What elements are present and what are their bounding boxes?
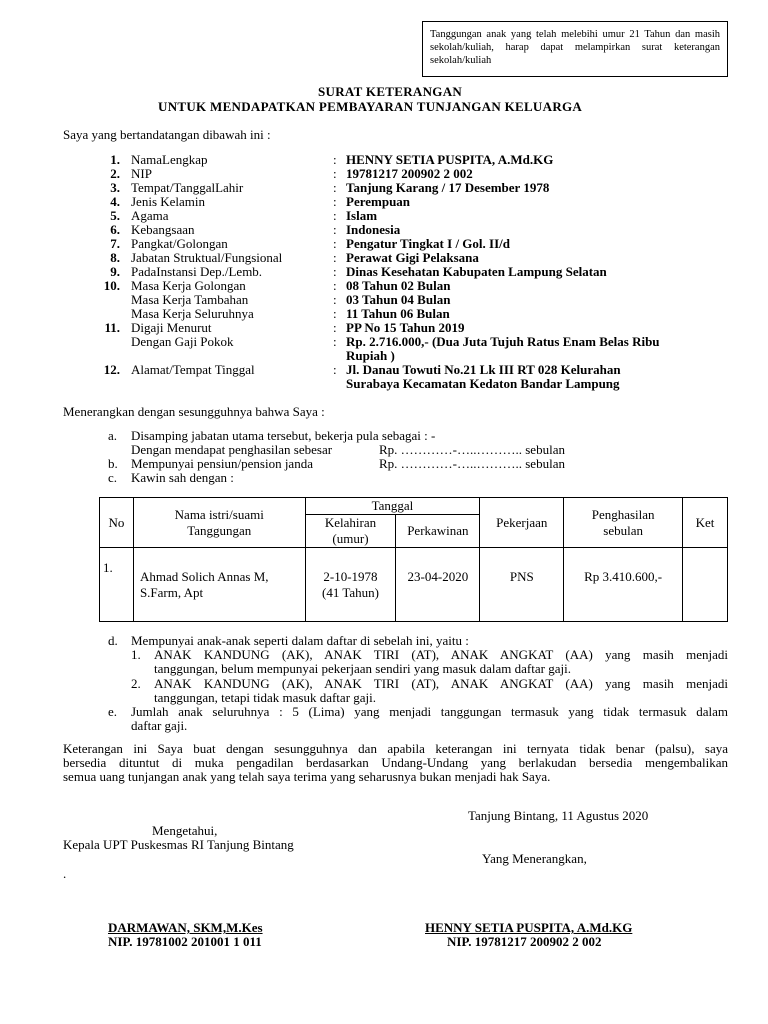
header-penghasilan-line1: Penghasilan — [591, 506, 655, 522]
field-colon: : — [333, 306, 337, 321]
field-number: 4. — [110, 194, 120, 209]
signatory-right-name: HENNY SETIA PUSPITA, A.Md.KG — [425, 920, 633, 935]
field-value: Islam — [346, 208, 378, 223]
field-value: Perempuan — [346, 194, 411, 209]
field-number: 7. — [110, 236, 120, 251]
attachment-note: Tanggungan anak yang telah melebihi umur 21 Tahun dan masih sekolah/kuliah, harap dapat melampirkan surat keterangan sekolah/kuliah — [422, 21, 728, 77]
field-label: Kebangsaan — [131, 222, 195, 237]
header-perkawinan: Perkawinan — [396, 515, 480, 548]
row-name-line1: Ahmad Solich Annas M, — [139, 568, 269, 584]
field-value: 11 Tahun 06 Bulan — [346, 306, 450, 321]
field-number: 1. — [110, 152, 120, 167]
yang-menerangkan-label: Yang Menerangkan, — [482, 851, 587, 866]
spouse-table — [99, 497, 728, 622]
item-b-value: Rp. …………-…..……….. sebulan — [379, 456, 565, 471]
field-colon: : — [333, 264, 337, 279]
row-penghasilan: Rp 3.410.600,- — [564, 548, 683, 622]
d2-line1: ANAK KANDUNG (AK), ANAK TIRI (AT), ANAK ANGKAT (AA) yang masih menjadi — [154, 676, 728, 691]
field-label: Alamat/Tempat Tinggal — [131, 362, 255, 377]
field-colon: : — [333, 236, 337, 251]
field-label: Agama — [131, 208, 169, 223]
mengetahui-label: Mengetahui, — [152, 823, 218, 838]
field-value: 08 Tahun 02 Bulan — [346, 278, 451, 293]
signatory-left-name: DARMAWAN, SKM,M.Kes — [108, 920, 263, 935]
field-value: Pengatur Tingkat I / Gol. II/d — [346, 236, 510, 251]
closing-line3: semua uang tunjangan anak yang telah saya terima yang seharusnya bukan menjadi hak Saya. — [63, 769, 551, 784]
item-a-text: Disamping jabatan utama tersebut, bekerja pula sebagai : - — [131, 428, 436, 443]
field-label: Jabatan Struktual/Fungsional — [131, 250, 283, 265]
row-kelahiran-line1: 2-10-1978 — [323, 568, 378, 584]
field-number: 10. — [103, 278, 120, 293]
field-label: Pangkat/Golongan — [131, 236, 228, 251]
header-kelahiran-line2: (umur) — [332, 531, 369, 546]
row-no: 1. — [100, 548, 134, 622]
row-perkawinan: 23-04-2020 — [396, 548, 480, 622]
field-number: 3. — [110, 180, 120, 195]
field-label: Masa Kerja Golongan — [131, 278, 246, 293]
d2-num: 2. — [131, 676, 141, 691]
field-label: NamaLengkap — [131, 152, 208, 167]
item-c-letter: c. — [108, 470, 118, 485]
row-ket — [683, 548, 728, 622]
d1-num: 1. — [131, 647, 141, 662]
header-name-line2: Tanggungan — [187, 522, 252, 538]
closing-line2: bersedia dituntut di muka pengadilan berdasarkan Undang-Undang yang berlakudan bersedia mengembalikan — [63, 755, 728, 770]
field-label: Masa Kerja Tambahan — [131, 292, 249, 307]
field-colon: : — [333, 320, 337, 335]
row-name-line2: S.Farm, Apt — [139, 584, 204, 600]
field-value: Jl. Danau Towuti No.21 Lk III RT 028 Kelurahan — [346, 362, 621, 377]
header-tanggal: Tanggal — [305, 498, 480, 515]
header-pekerjaan: Pekerjaan — [480, 498, 564, 548]
item-c-text: Kawin sah dengan : — [131, 470, 234, 485]
field-colon: : — [333, 222, 337, 237]
stray-dot: . — [63, 866, 67, 881]
item-e-line2: daftar gaji. — [131, 718, 188, 733]
signatory-left-nip: NIP. 19781002 201001 1 011 — [108, 934, 262, 949]
field-value: Dinas Kesehatan Kabupaten Lampung Selatan — [346, 264, 607, 279]
d1-line2: tanggungan, belum mempunyai pekerjaan sendiri yang masuk dalam daftar gaji. — [154, 661, 571, 676]
row-name — [133, 548, 305, 622]
document-subtitle: UNTUK MENDAPATKAN PEMBAYARAN TUNJANGAN KELUARGA — [158, 99, 583, 114]
header-kelahiran-line1: Kelahiran — [324, 515, 377, 530]
field-value: PP No 15 Tahun 2019 — [346, 320, 465, 335]
header-penghasilan — [564, 498, 683, 548]
header-kelahiran — [305, 515, 396, 548]
item-b-letter: b. — [108, 456, 118, 471]
d2-line2: tanggungan, tetapi tidak masuk daftar gaji. — [154, 690, 377, 705]
field-number: 9. — [110, 264, 120, 279]
item-a-income-value: Rp. …………-…..……….. sebulan — [379, 442, 565, 457]
field-colon: : — [333, 278, 337, 293]
field-number: 12. — [103, 362, 120, 377]
closing-line1: Keterangan ini Saya buat dengan sesungguhnya dan apabila keterangan ini ternyata tidak benar (palsu), saya — [63, 741, 728, 756]
field-label: Tempat/TanggalLahir — [131, 180, 244, 195]
field-label: Masa Kerja Seluruhnya — [131, 306, 254, 321]
intro-text: Saya yang bertandatangan dibawah ini : — [63, 127, 271, 142]
field-value: Tanjung Karang / 17 Desember 1978 — [346, 180, 550, 195]
signatory-right-nip: NIP. 19781217 200902 2 002 — [447, 934, 602, 949]
field-number: 6. — [110, 222, 120, 237]
field-value-continued: Rupiah ) — [346, 348, 395, 363]
row-kelahiran-line2: (41 Tahun) — [321, 584, 379, 600]
field-value: 03 Tahun 04 Bulan — [346, 292, 451, 307]
field-value: Rp. 2.716.000,- (Dua Juta Tujuh Ratus Enam Belas Ribu — [346, 334, 660, 349]
place-date: Tanjung Bintang, 11 Agustus 2020 — [468, 808, 649, 823]
field-colon: : — [333, 152, 337, 167]
field-value-continued: Surabaya Kecamatan Kedaton Bandar Lampung — [346, 376, 620, 391]
field-label: Jenis Kelamin — [131, 194, 206, 209]
table-row — [100, 548, 728, 622]
field-value: Perawat Gigi Pelaksana — [346, 250, 479, 265]
field-value: 19781217 200902 2 002 — [346, 166, 473, 181]
header-ket: Ket — [683, 498, 728, 548]
item-e-line1: Jumlah anak seluruhnya : 5 (Lima) yang menjadi tanggungan termasuk yang tidak termasuk dalam — [131, 704, 728, 719]
field-colon: : — [333, 194, 337, 209]
field-number: 5. — [110, 208, 120, 223]
header-penghasilan-line2: sebulan — [603, 522, 643, 538]
header-name — [133, 498, 305, 548]
item-a-letter: a. — [108, 428, 118, 443]
declaration-text: Menerangkan dengan sesungguhnya bahwa Saya : — [63, 404, 325, 419]
field-label: Dengan Gaji Pokok — [131, 334, 234, 349]
row-pekerjaan: PNS — [480, 548, 564, 622]
item-b-text: Mempunyai pensiun/pension janda — [131, 456, 313, 471]
field-label: Digaji Menurut — [131, 320, 212, 335]
field-colon: : — [333, 166, 337, 181]
document-title: SURAT KETERANGAN — [318, 84, 463, 99]
field-label: PadaInstansi Dep./Lemb. — [131, 264, 263, 279]
item-d-text: Mempunyai anak-anak seperti dalam daftar di sebelah ini, yaitu : — [131, 633, 469, 648]
field-value: Indonesia — [346, 222, 401, 237]
field-colon: : — [333, 208, 337, 223]
field-colon: : — [333, 334, 337, 349]
field-colon: : — [333, 250, 337, 265]
field-colon: : — [333, 362, 337, 377]
field-number: 11. — [104, 320, 120, 335]
field-value: HENNY SETIA PUSPITA, A.Md.KG — [346, 152, 554, 167]
item-a-income-label: Dengan mendapat penghasilan sebesar — [131, 442, 333, 457]
kepala-label: Kepala UPT Puskesmas RI Tanjung Bintang — [63, 837, 294, 852]
field-number: 2. — [110, 166, 120, 181]
field-number: 8. — [110, 250, 120, 265]
header-name-line1: Nama istri/suami — [174, 506, 264, 522]
field-label: NIP — [131, 166, 152, 181]
d1-line1: ANAK KANDUNG (AK), ANAK TIRI (AT), ANAK ANGKAT (AA) yang masih menjadi — [154, 647, 728, 662]
item-e-letter: e. — [108, 704, 118, 719]
item-d-letter: d. — [108, 633, 118, 648]
field-colon: : — [333, 180, 337, 195]
header-no: No — [100, 498, 134, 548]
row-kelahiran — [305, 548, 396, 622]
field-colon: : — [333, 292, 337, 307]
